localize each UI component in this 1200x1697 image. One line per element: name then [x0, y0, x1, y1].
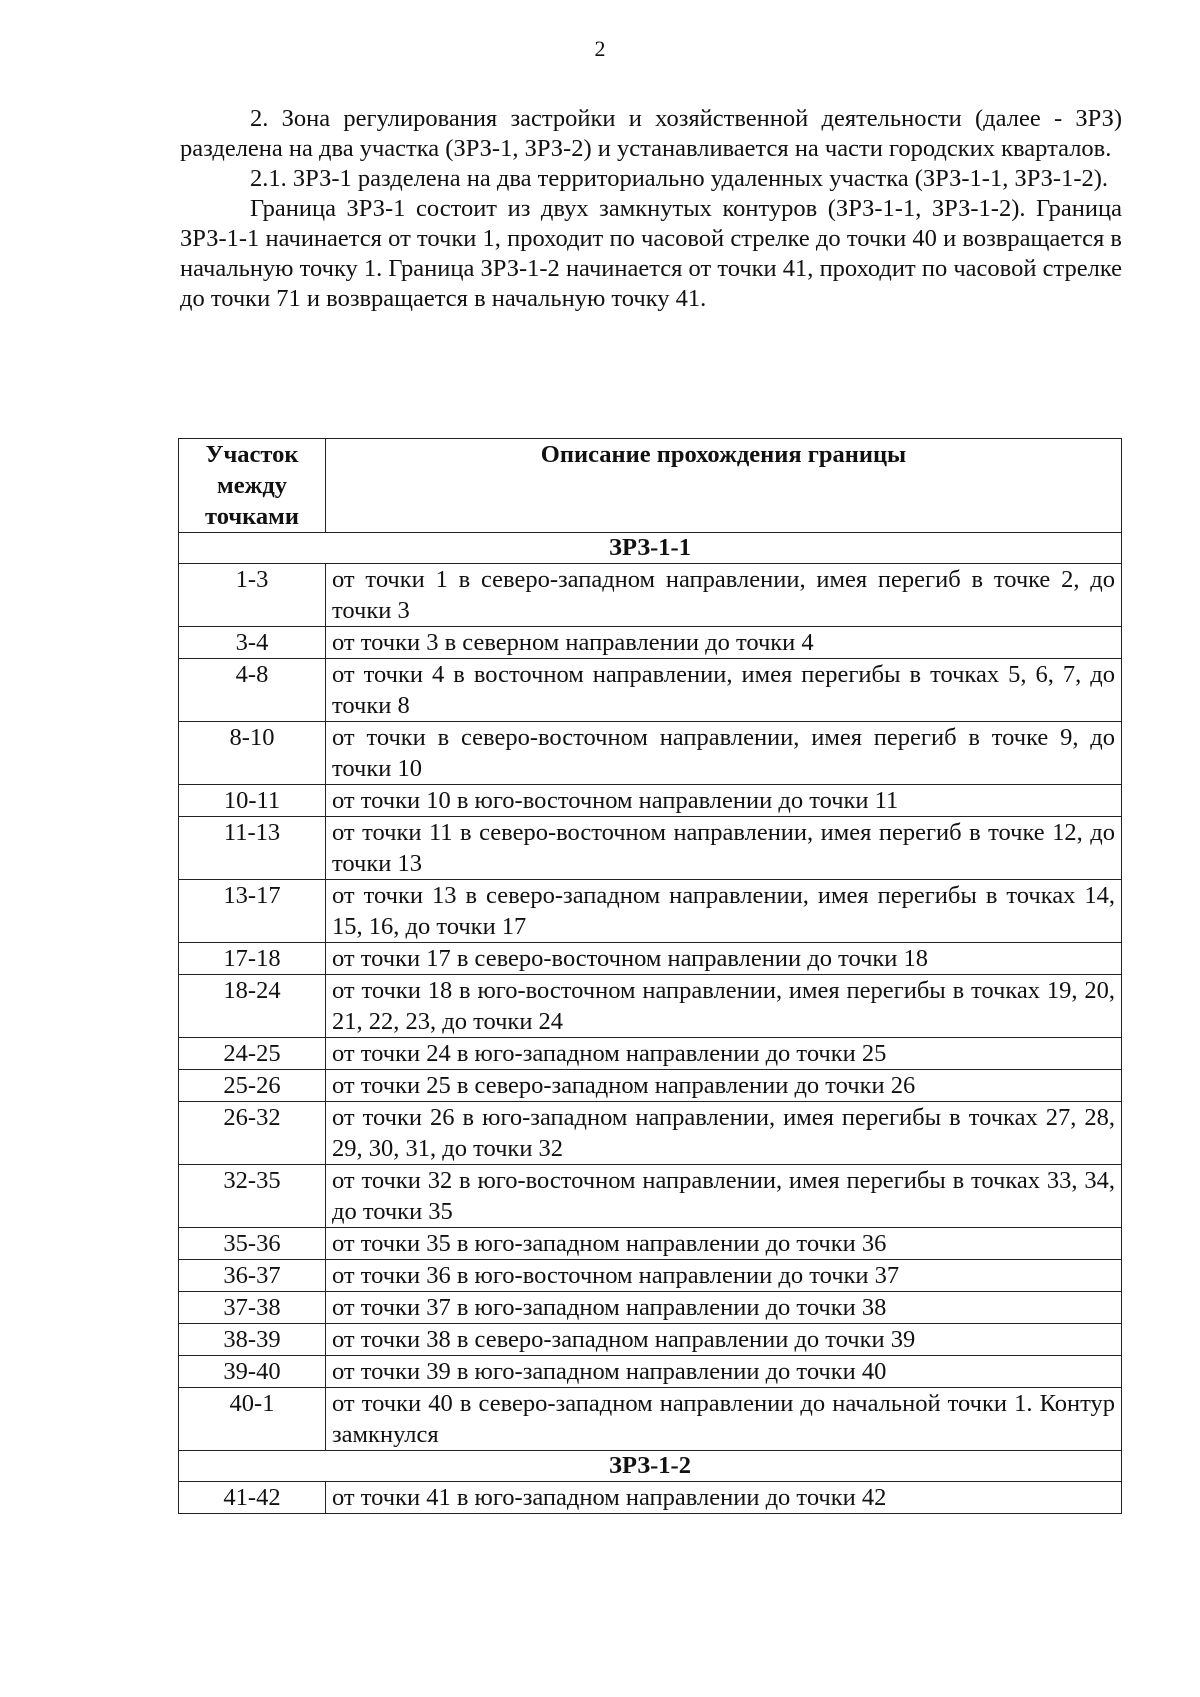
segment-cell: 11-13	[179, 817, 326, 880]
description-cell: от точки 1 в северо-западном направлении, имея перегиб в точке 2, до точки 3	[326, 564, 1122, 627]
description-cell: от точки 4 в восточном направлении, имея перегибы в точках 5, 6, 7, до точки 8	[326, 659, 1122, 722]
segment-cell: 40-1	[179, 1388, 326, 1451]
table-row	[179, 1038, 1122, 1070]
segment-cell: 24-25	[179, 1038, 326, 1070]
description-cell: от точки 38 в северо-западном направлении до точки 39	[326, 1324, 1122, 1356]
segment-cell: 4-8	[179, 659, 326, 722]
description-cell: от точки 41 в юго-западном направлении до точки 42	[326, 1482, 1122, 1514]
description-cell: от точки 13 в северо-западном направлении, имея перегибы в точках 14, 15, 16, до точки 17	[326, 880, 1122, 943]
header-segment: Участок между точками	[179, 439, 326, 533]
table-body	[179, 533, 1122, 1514]
section-title: ЗРЗ-1-1	[179, 533, 1122, 564]
table-row	[179, 1228, 1122, 1260]
segment-cell: 41-42	[179, 1482, 326, 1514]
table-row	[179, 1165, 1122, 1228]
description-cell: от точки 39 в юго-западном направлении до точки 40	[326, 1356, 1122, 1388]
description-cell: от точки 17 в северо-восточном направлении до точки 18	[326, 943, 1122, 975]
description-cell: от точки 3 в северном направлении до точки 4	[326, 627, 1122, 659]
section-header-row	[179, 533, 1122, 564]
table-row	[179, 659, 1122, 722]
table-row	[179, 1324, 1122, 1356]
segment-cell: 35-36	[179, 1228, 326, 1260]
description-cell: от точки в северо-восточном направлении, имея перегиб в точке 9, до точки 10	[326, 722, 1122, 785]
segment-cell: 18-24	[179, 975, 326, 1038]
table-row	[179, 880, 1122, 943]
segment-cell: 13-17	[179, 880, 326, 943]
segment-cell: 32-35	[179, 1165, 326, 1228]
table-row	[179, 1482, 1122, 1514]
segment-cell: 38-39	[179, 1324, 326, 1356]
paragraph-boundary-description: Граница ЗРЗ-1 состоит из двух замкнутых контуров (ЗРЗ-1-1, ЗРЗ-1-2). Граница ЗРЗ-1-1 начинается от точки 1, проходит по часовой стрелке до точки 40 и возвращается в начальную точку 1. Граница ЗРЗ-1-2 начинается от точки 41, проходит по часовой стрелке до точки 71 и возвращается в начальную точку 41.	[180, 195, 1122, 312]
description-cell: от точки 26 в юго-западном направлении, имея перегибы в точках 27, 28, 29, 30, 31, до точки 32	[326, 1102, 1122, 1165]
body-text	[180, 104, 1122, 314]
table-row	[179, 1102, 1122, 1165]
segment-cell: 8-10	[179, 722, 326, 785]
boundary-table	[178, 438, 1122, 1514]
table-row	[179, 943, 1122, 975]
segment-cell: 17-18	[179, 943, 326, 975]
table-row	[179, 785, 1122, 817]
segment-cell: 10-11	[179, 785, 326, 817]
table-row	[179, 722, 1122, 785]
description-cell: от точки 10 в юго-восточном направлении до точки 11	[326, 785, 1122, 817]
table-row	[179, 1292, 1122, 1324]
description-cell: от точки 25 в северо-западном направлении до точки 26	[326, 1070, 1122, 1102]
header-description: Описание прохождения границы	[326, 439, 1122, 533]
description-cell: от точки 18 в юго-восточном направлении, имея перегибы в точках 19, 20, 21, 22, 23, до точки 24	[326, 975, 1122, 1038]
description-cell: от точки 24 в юго-западном направлении до точки 25	[326, 1038, 1122, 1070]
section-title: ЗРЗ-1-2	[179, 1451, 1122, 1482]
table-row	[179, 1388, 1122, 1451]
table-row	[179, 817, 1122, 880]
segment-cell: 26-32	[179, 1102, 326, 1165]
table-row	[179, 1260, 1122, 1292]
description-cell: от точки 36 в юго-восточном направлении до точки 37	[326, 1260, 1122, 1292]
segment-cell: 37-38	[179, 1292, 326, 1324]
table-header-row	[179, 439, 1122, 533]
segment-cell: 39-40	[179, 1356, 326, 1388]
description-cell: от точки 11 в северо-восточном направлении, имея перегиб в точке 12, до точки 13	[326, 817, 1122, 880]
paragraph-zone-definition: 2. Зона регулирования застройки и хозяйственной деятельности (далее - ЗРЗ) разделена на два участка (ЗРЗ-1, ЗРЗ-2) и устанавливается на части городских кварталов.	[180, 105, 1122, 162]
table-row	[179, 975, 1122, 1038]
table-row	[179, 627, 1122, 659]
section-header-row	[179, 1451, 1122, 1482]
table-row	[179, 564, 1122, 627]
table-row	[179, 1070, 1122, 1102]
paragraph-zrz1-division: 2.1. ЗРЗ-1 разделена на два территориально удаленных участка (ЗРЗ-1-1, ЗРЗ-1-2).	[250, 165, 1109, 192]
description-cell: от точки 40 в северо-западном направлении до начальной точки 1. Контур замкнулся	[326, 1388, 1122, 1451]
page-number: 2	[594, 36, 606, 61]
segment-cell: 3-4	[179, 627, 326, 659]
description-cell: от точки 35 в юго-западном направлении до точки 36	[326, 1228, 1122, 1260]
description-cell: от точки 37 в юго-западном направлении до точки 38	[326, 1292, 1122, 1324]
segment-cell: 1-3	[179, 564, 326, 627]
table-row	[179, 1356, 1122, 1388]
segment-cell: 25-26	[179, 1070, 326, 1102]
description-cell: от точки 32 в юго-восточном направлении, имея перегибы в точках 33, 34, до точки 35	[326, 1165, 1122, 1228]
segment-cell: 36-37	[179, 1260, 326, 1292]
